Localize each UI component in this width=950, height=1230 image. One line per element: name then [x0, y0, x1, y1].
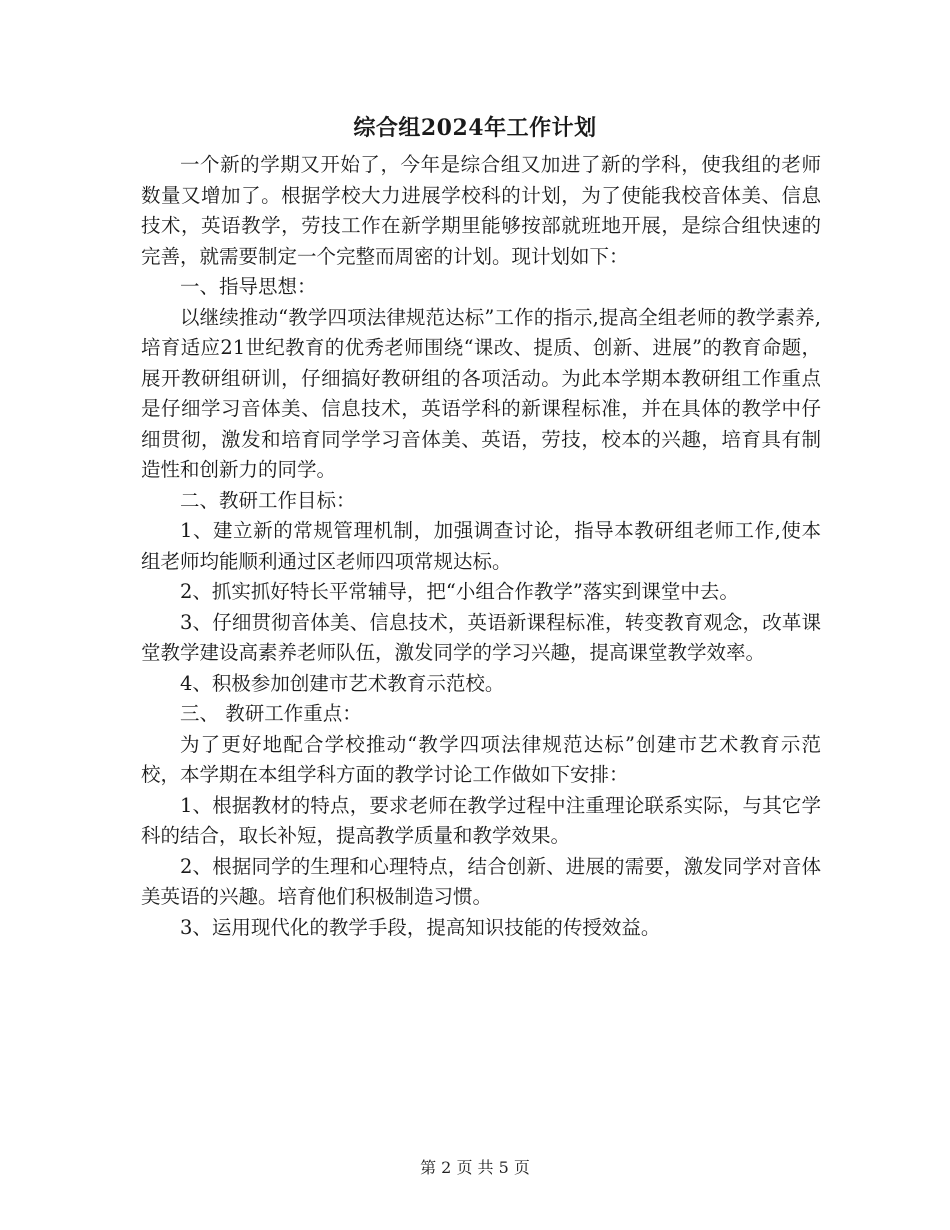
document-title: 综合组2024年工作计划	[353, 115, 597, 141]
page-number-footer: 第 2 页 共 5 页	[420, 1158, 530, 1177]
focus-item-3: 3、运用现代化的教学手段，提高知识技能的传授效益。	[180, 915, 661, 939]
paragraph-guiding-thought: 以继续推动“教学四项法律规范达标”工作的指示,提高全组老师的教学素养,培育适应21世纪教育的优秀老师围绕“课改、提质、创新、进展”的教育命题，展开教研组研训，仔细搞好教研组的各项活动。为此本学期本教研组工作重点是仔细学习音体美、信息技术，英语学科的新课程标准，并在具体的教学中仔细贯彻，激发和培育同学学习音体美、英语，劳技，校本的兴趣，培育具有制造性和创新力的同学。	[141, 305, 821, 481]
document-body	[141, 150, 821, 943]
focus-item-2: 2、根据同学的生理和心理特点，结合创新、进展的需要，激发同学对音体美英语的兴趣。培育他们积极制造习惯。	[141, 854, 821, 908]
goal-item-4: 4、积极参加创建市艺术教育示范校。	[180, 671, 505, 695]
section-heading-goals: 二、教研工作目标：	[180, 488, 356, 512]
focus-item-1: 1、根据教材的特点，要求老师在教学过程中注重理论联系实际，与其它学科的结合，取长补短，提高教学质量和教学效果。	[141, 793, 821, 847]
paragraph-focus-intro: 为了更好地配合学校推动“教学四项法律规范达标”创建市艺术教育示范校，本学期在本组学科方面的教学讨论工作做如下安排：	[141, 732, 821, 786]
goal-item-3: 3、仔细贯彻音体美、信息技术，英语新课程标准，转变教育观念，改革课堂教学建设高素养老师队伍，激发同学的学习兴趣，提高课堂教学效率。	[141, 610, 821, 664]
goal-item-1: 1、建立新的常规管理机制，加强调查讨论，指导本教研组老师工作,使本组老师均能顺利通过区老师四项常规达标。	[141, 519, 821, 573]
section-heading-focus: 三、 教研工作重点：	[180, 702, 362, 725]
goal-item-2: 2、抓实抓好特长平常辅导，把“小组合作教学”落实到课堂中去。	[180, 580, 739, 603]
section-heading-guiding-thought: 一、指导思想：	[180, 275, 317, 298]
paragraph-intro: 一个新的学期又开始了，今年是综合组又加进了新的学科，使我组的老师数量又增加了。根据学校大力进展学校科的计划，为了使能我校音体美、信息技术，英语教学，劳技工作在新学期里能够按部就班地开展，是综合组快速的完善，就需要制定一个完整而周密的计划。现计划如下：	[141, 153, 821, 268]
